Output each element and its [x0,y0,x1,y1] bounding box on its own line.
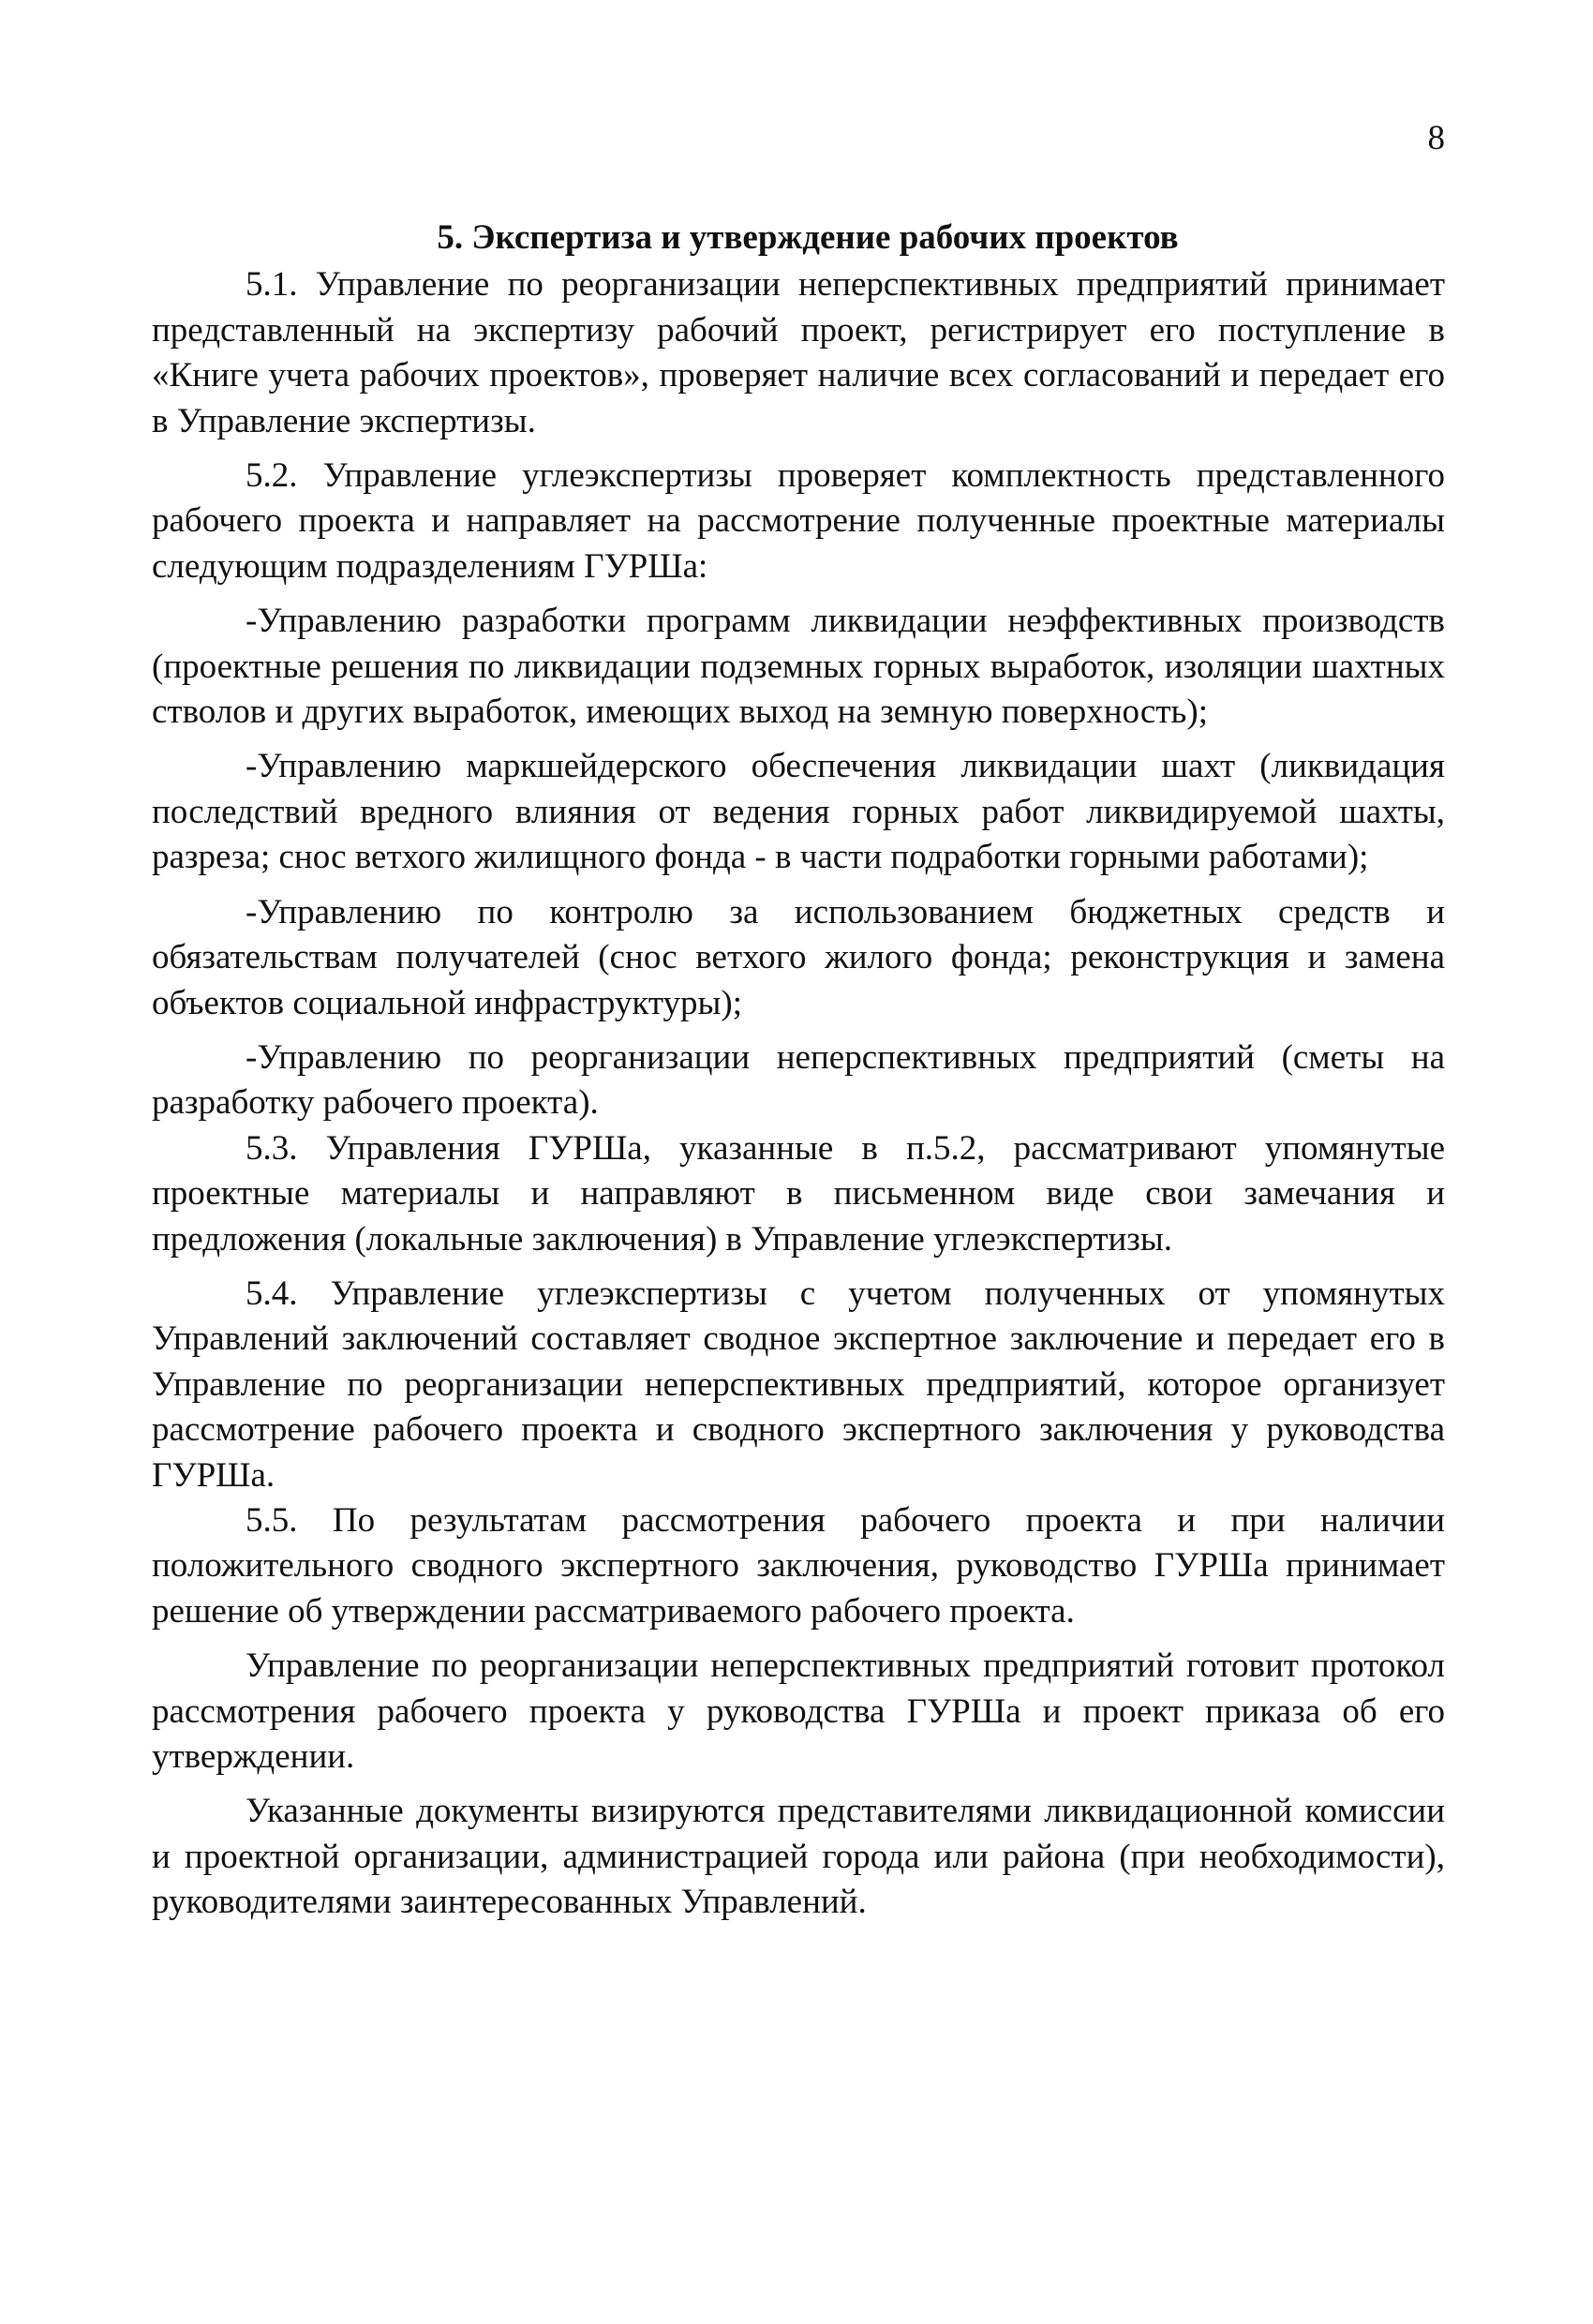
paragraph-5-3: 5.3. Управления ГУРШа, указанные в п.5.2, рассматривают упомянутые проектные материалы и направляют в письменном виде свои замечания и предложения (локальные заключения) в Управление углеэкспертизы. [152,1128,1445,1259]
paragraph-5-1: 5.1. Управление по реорганизации неперспективных предприятий принимает представленный на экспертизу рабочий проект, регистрирует его поступление в «Книге учета рабочих проектов», проверяет наличие всех согласований и передает его в Управление экспертизы. [152,265,1445,440]
paragraph-list-item-1: -Управлению разработки программ ликвидации неэффективных производств (проектные решения по ликвидации подземных горных выработок, изоляции шахтных стволов и других выработок, имеющих выход на земную поверхность); [152,602,1445,732]
section-title: 5. Экспертиза и утверждение рабочих проектов [437,218,1179,257]
paragraph-list-item-3: -Управлению по контролю за использованием бюджетных средств и обязательствам получателей (снос ветхого жилого фонда; реконструкция и замена объектов социальной инфраструктуры); [152,892,1445,1022]
paragraph-endorsement: Указанные документы визируются представителями ликвидационной комиссии и проектной организации, администрацией города или района (при необходимости), руководителями заинтересованных Управлений. [152,1792,1445,1922]
paragraph-5-4: 5.4. Управление углеэкспертизы с учетом полученных от упомянутых Управлений заключений составляет сводное экспертное заключение и передает его в Управление по реорганизации неперспективных предприятий, которое организует рассмотрение рабочего проекта и сводного экспертного заключения у руководства ГУРШа. [152,1274,1445,1495]
paragraph-list-item-4: -Управлению по реорганизации неперспективных предприятий (сметы на разработку рабочего проекта). [152,1037,1445,1123]
paragraph-protocol: Управление по реорганизации неперспективных предприятий готовит протокол рассмотрения рабочего проекта у руководства ГУРШа и проект приказа об его утверждении. [152,1646,1445,1776]
paragraph-list-item-2: -Управлению маркшейдерского обеспечения ликвидации шахт (ликвидация последствий вредного влияния от ведения горных работ ликвидируемой шахты, разреза; снос ветхого жилищного фонда - в части подработки горными работами); [152,747,1445,877]
document-body [152,216,1445,1926]
paragraph-5-5: 5.5. По результатам рассмотрения рабочего проекта и при наличии положительного сводного экспертного заключения, руководство ГУРШа принимает решение об утверждении рассматриваемого рабочего проекта. [152,1500,1445,1631]
page-number: 8 [1427,119,1445,157]
paragraph-5-2: 5.2. Управление углеэкспертизы проверяет комплектность представленного рабочего проекта и направляет на рассмотрение полученные проектные материалы следующим подразделениям ГУРШа: [152,456,1445,586]
